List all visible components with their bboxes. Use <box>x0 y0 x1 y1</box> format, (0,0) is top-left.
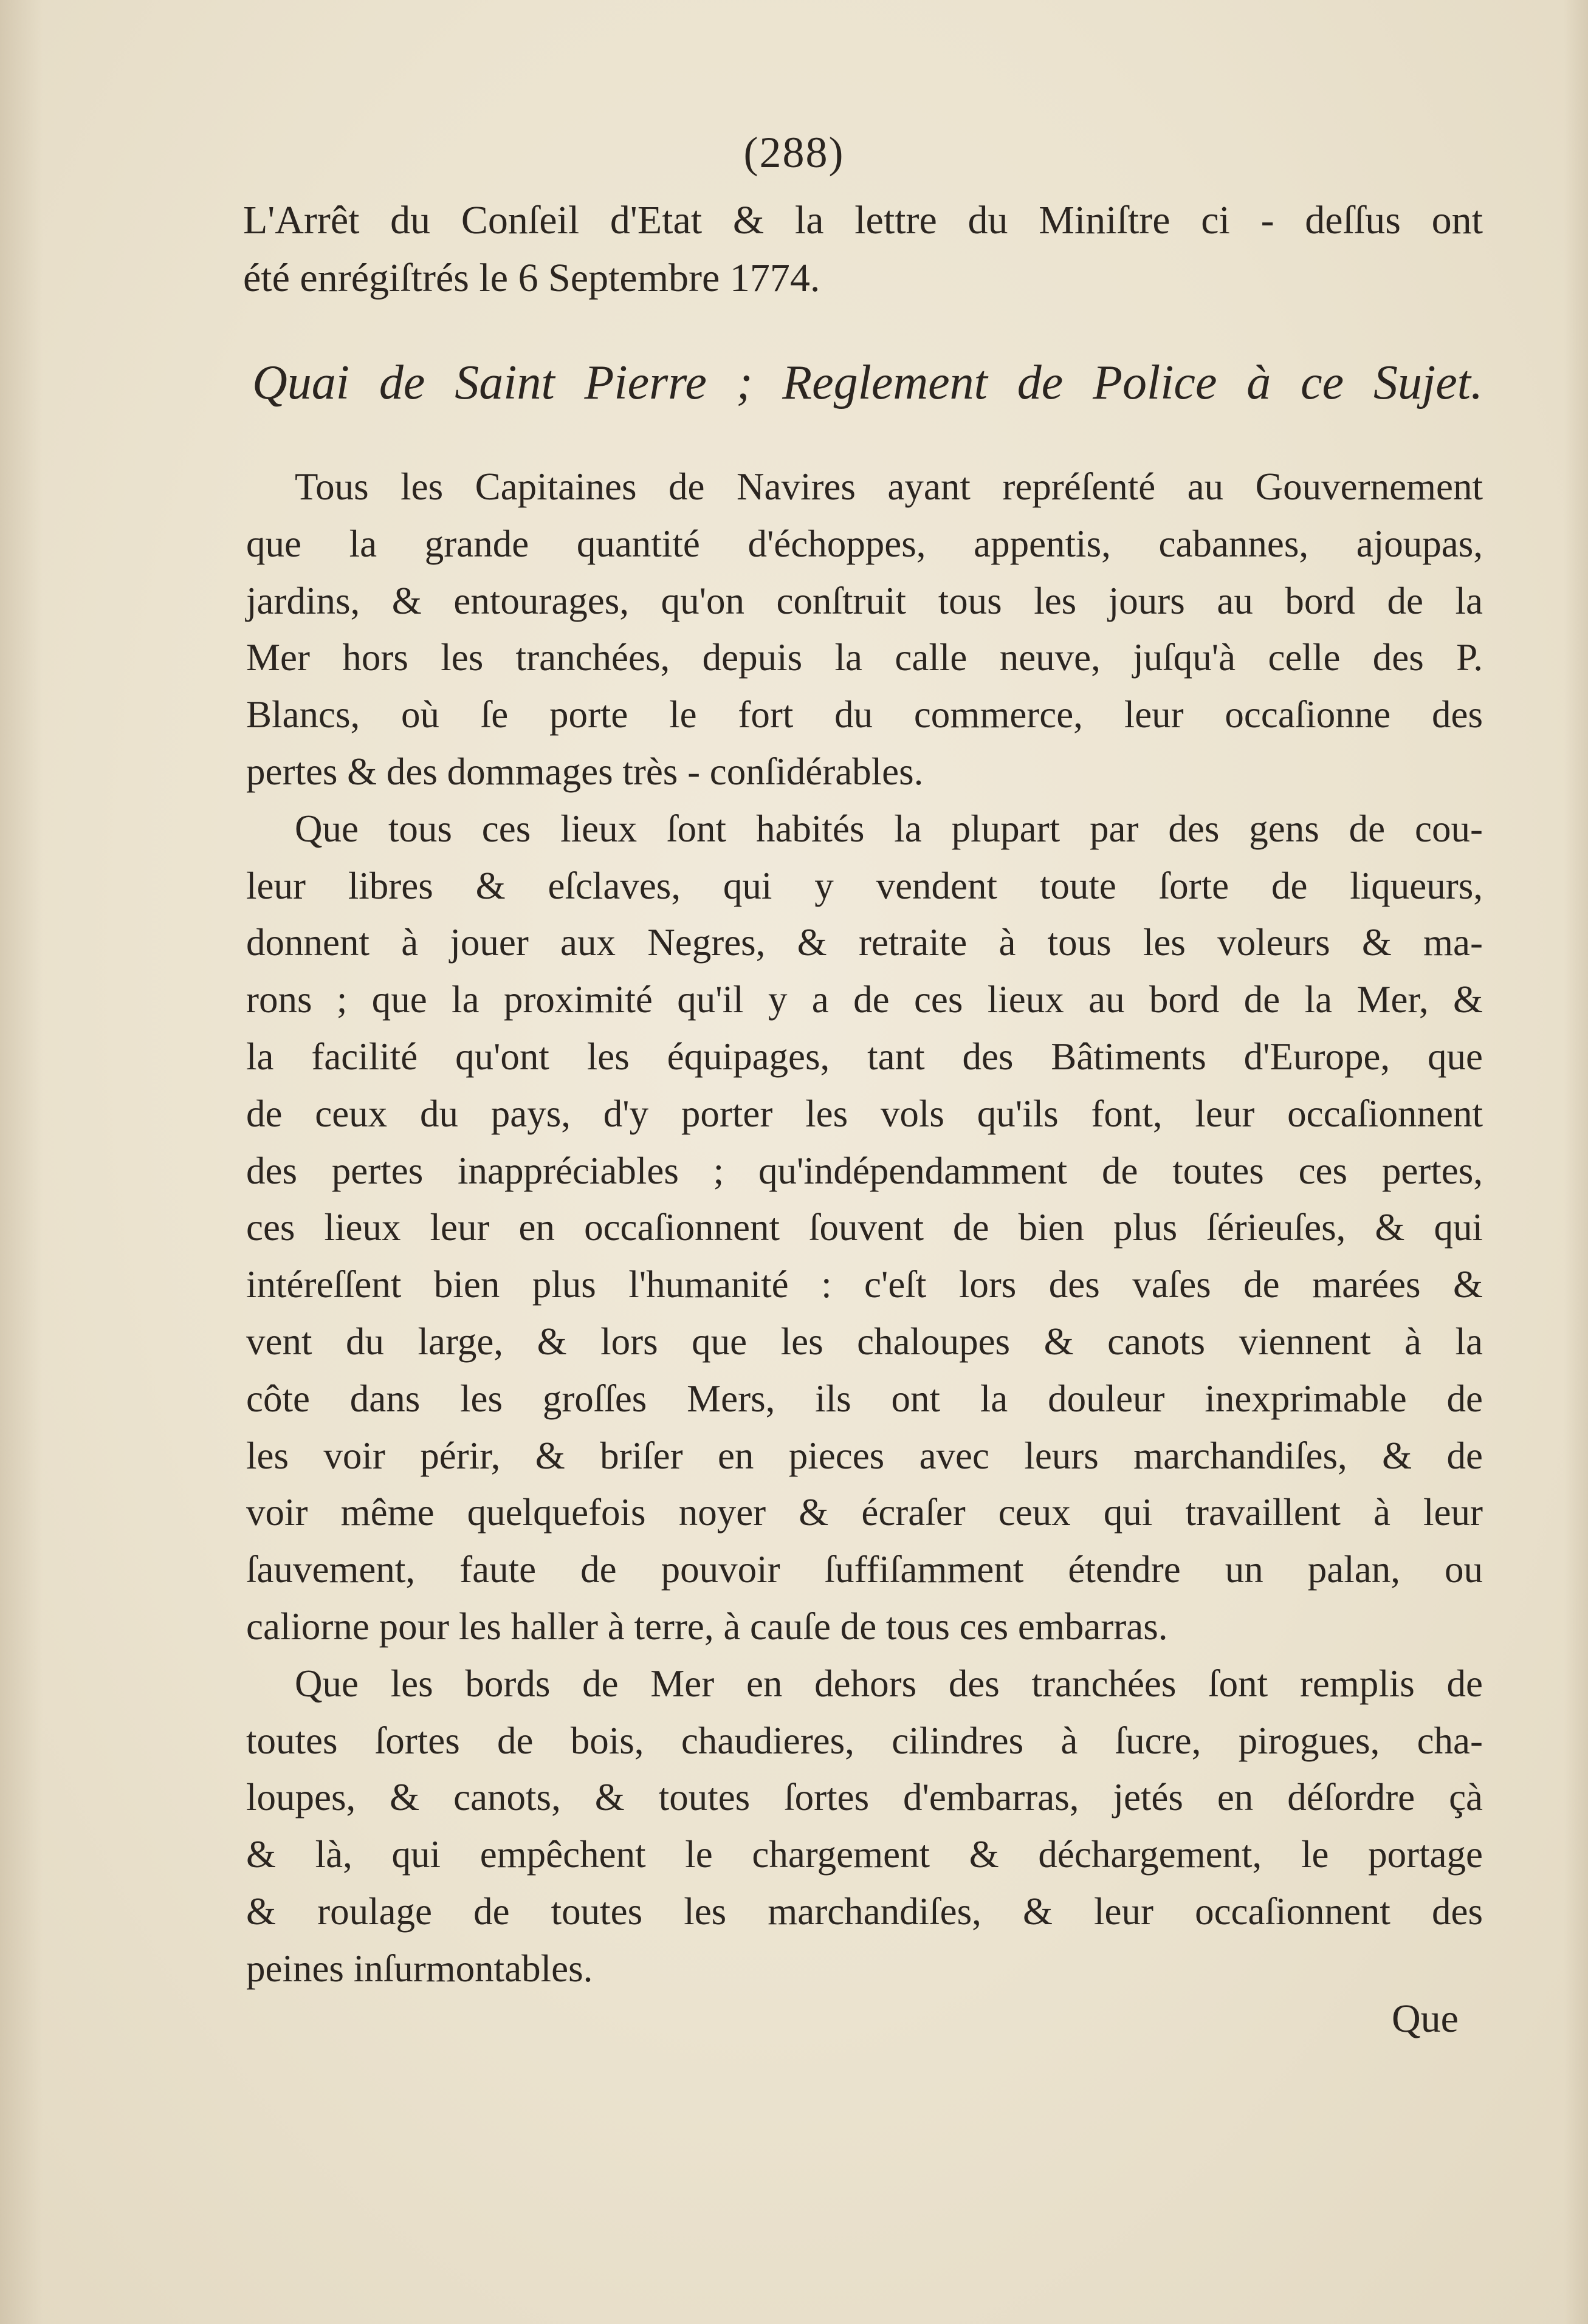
text-line: jardins, & entourages, qu'on conſtruit tous les jours au bord de la <box>246 579 1483 622</box>
text-line: toutes ſortes de bois, chaudieres, cilindres à ſucre, pirogues, cha- <box>246 1719 1483 1762</box>
intro-line: L'Arrêt du Conſeil d'Etat & la lettre du Miniſtre ci - deſſus ont <box>243 198 1483 242</box>
text-line: Blancs, où ſe porte le fort du commerce, leur occaſionne des <box>246 693 1483 736</box>
text-line: des pertes inappréciables ; qu'indépendamment de toutes ces pertes, <box>246 1149 1483 1192</box>
text-line: ſauvement, faute de pouvoir ſuffiſamment étendre un palan, ou <box>246 1548 1483 1591</box>
text-line: donnent à jouer aux Negres, & retraite à tous les voleurs & ma- <box>246 921 1483 964</box>
text-line: les voir périr, & briſer en pieces avec leurs marchandiſes, & de <box>246 1434 1483 1477</box>
text-line: côte dans les groſſes Mers, ils ont la douleur inexprimable de <box>246 1377 1483 1420</box>
body-text <box>246 459 1483 1998</box>
text-line: caliorne pour les haller à terre, à cauſe de tous ces embarras. <box>246 1605 1168 1648</box>
text-line: la facilité qu'ont les équipages, tant des Bâtiments d'Europe, que <box>246 1035 1483 1078</box>
text-line: & là, qui empêchent le chargement & déchargement, le portage <box>246 1833 1483 1876</box>
text-line: & roulage de toutes les marchandiſes, & leur occaſionnent des <box>246 1890 1483 1933</box>
section-title: Quai de Saint Pierre ; Reglement de Police à ce Sujet. <box>252 356 1483 410</box>
text-line: que la grande quantité d'échoppes, appentis, cabannes, ajoupas, <box>246 522 1483 565</box>
text-line: peines inſurmontables. <box>246 1947 593 1990</box>
text-line: de ceux du pays, d'y porter les vols qu'ils font, leur occaſionnent <box>246 1092 1483 1135</box>
text-line: Tous les Capitaines de Navires ayant repréſenté au Gouvernement <box>295 465 1483 508</box>
catchword: Que <box>1392 1997 1459 2041</box>
intro-note <box>243 191 1483 307</box>
page-number: (288) <box>743 128 845 177</box>
text-line: Mer hors les tranchées, depuis la calle neuve, juſqu'à celle des P. <box>246 636 1483 679</box>
text-line: pertes & des dommages très - conſidérables. <box>246 750 924 793</box>
intro-line: été enrégiſtrés le 6 Septembre 1774. <box>243 256 820 300</box>
text-line: ces lieux leur en occaſionnent ſouvent de bien plus ſérieuſes, & qui <box>246 1206 1483 1249</box>
text-line: leur libres & eſclaves, qui y vendent toute ſorte de liqueurs, <box>246 864 1483 907</box>
text-line: vent du large, & lors que les chaloupes & canots viennent à la <box>246 1320 1483 1363</box>
text-line: Que les bords de Mer en dehors des tranchées ſont remplis de <box>295 1662 1483 1705</box>
text-line: voir même quelquefois noyer & écraſer ceux qui travaillent à leur <box>246 1491 1483 1534</box>
text-line: Que tous ces lieux ſont habités la plupart par des gens de cou- <box>295 807 1483 850</box>
text-line: intéreſſent bien plus l'humanité : c'eſt lors des vaſes de marées & <box>246 1263 1483 1306</box>
text-line: loupes, & canots, & toutes ſortes d'embarras, jetés en déſordre çà <box>246 1776 1483 1819</box>
text-line: rons ; que la proximité qu'il y a de ces lieux au bord de la Mer, & <box>246 978 1483 1021</box>
